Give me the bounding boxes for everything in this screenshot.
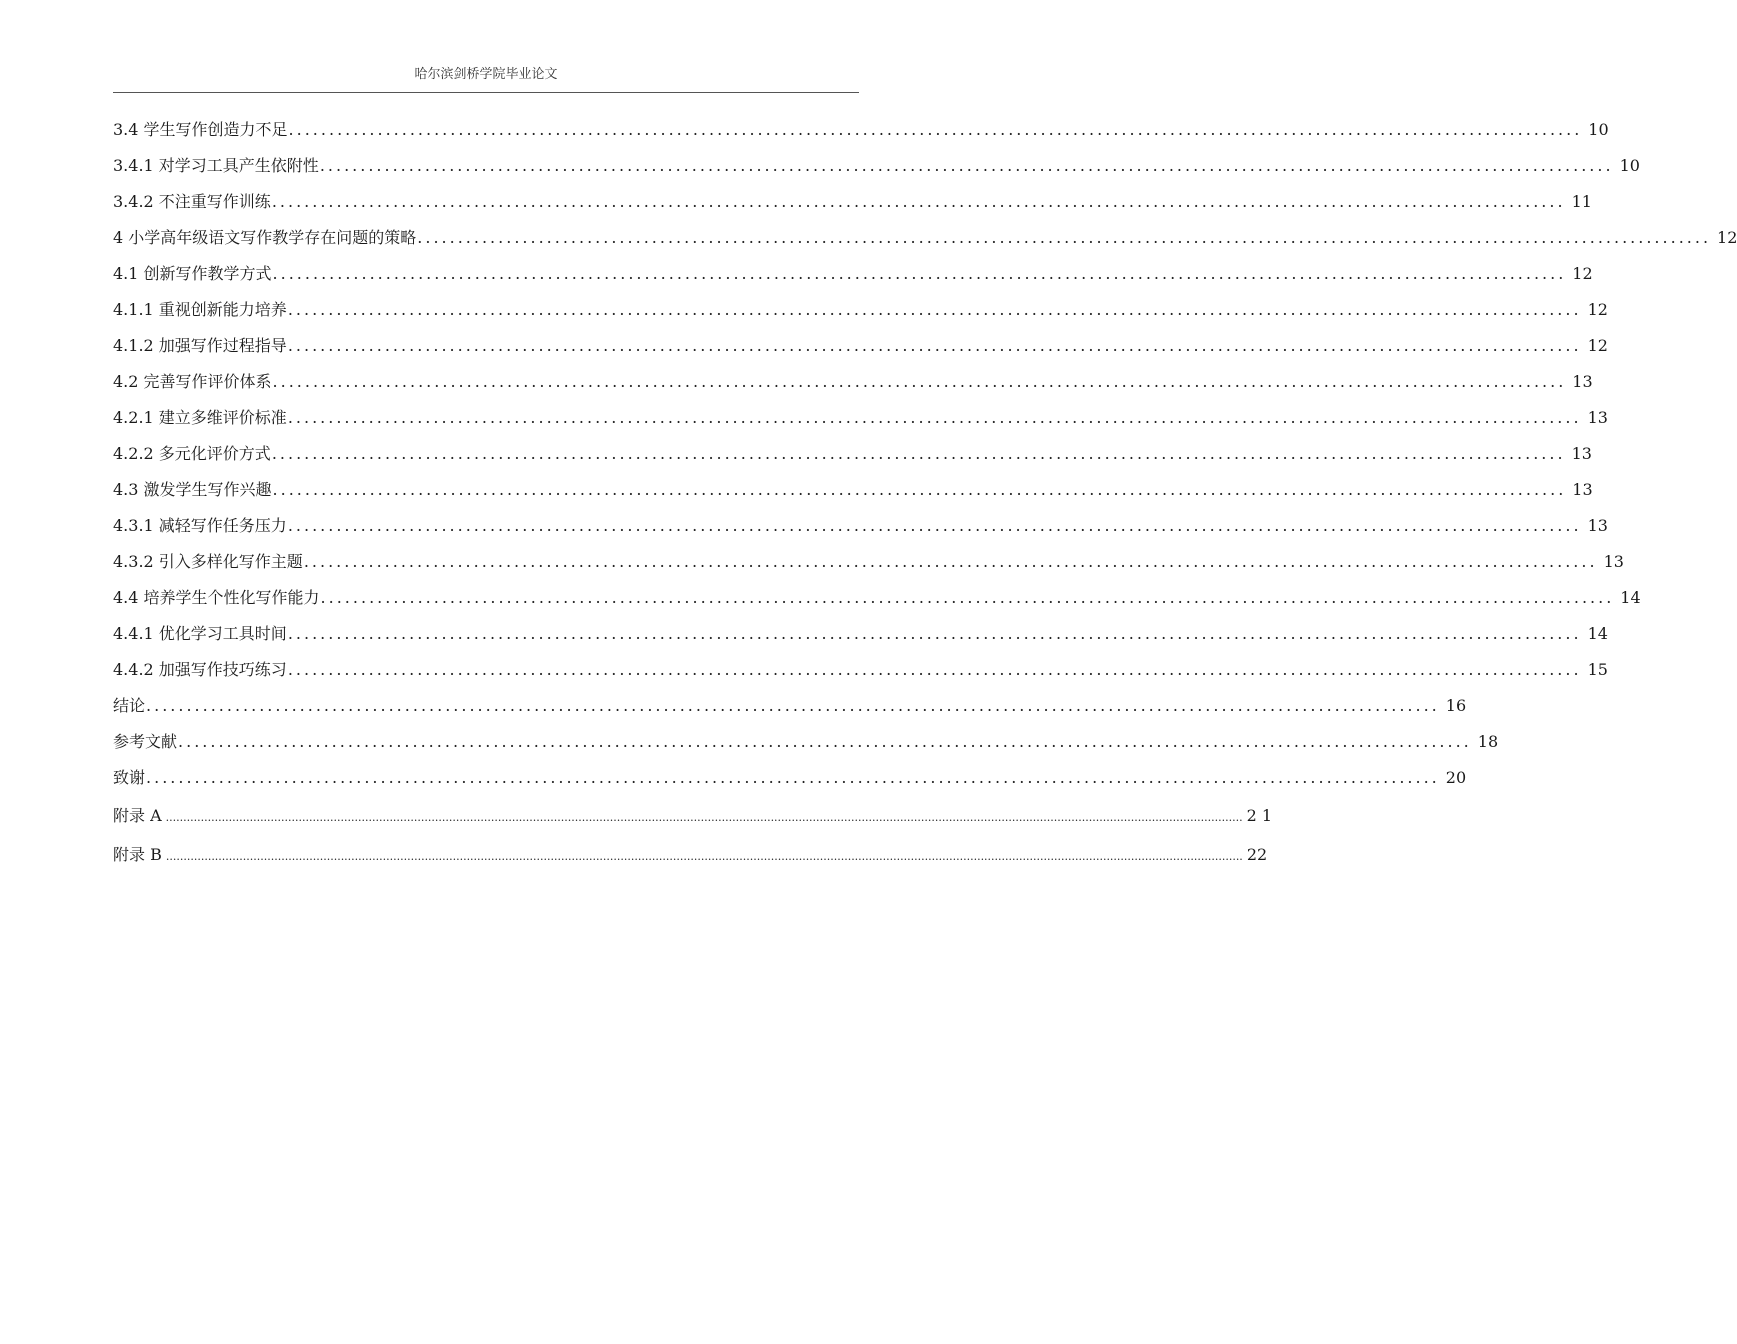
toc-leader-dots: ................................................................................................................................................................ xyxy=(287,516,1582,535)
toc-entry-page: 18 xyxy=(1477,732,1499,751)
toc-entry-page: 14 xyxy=(1620,588,1641,607)
toc-entry-label: 附录 A xyxy=(113,806,162,825)
toc-entry-label: 3.4 学生写作创造力不足 xyxy=(113,120,288,139)
toc-entry-page: 13 xyxy=(1571,444,1592,463)
toc-entry-label: 致谢 xyxy=(113,768,146,787)
toc-entry-label: 4.1 创新写作教学方式 xyxy=(113,264,272,283)
toc-leader-dots: ................................................................................................................................................................ xyxy=(319,156,1614,175)
toc-entry[interactable] xyxy=(113,364,1593,400)
toc-entry[interactable] xyxy=(113,292,1608,328)
toc-leader-dots: ................................................................................................................................................................ xyxy=(287,336,1582,355)
toc-leader-dots: ................................................................................................................................................................ xyxy=(287,408,1582,427)
toc-entry-label: 3.4.2 不注重写作训练 xyxy=(113,192,271,211)
toc-entry[interactable] xyxy=(113,688,1467,724)
toc-entry[interactable] xyxy=(113,652,1608,688)
toc-entry-page: 13 xyxy=(1587,516,1608,535)
table-of-contents xyxy=(113,112,1737,874)
toc-entry[interactable] xyxy=(113,724,1499,760)
toc-entry[interactable] xyxy=(113,184,1592,220)
header-title: 哈尔滨剑桥学院毕业论文 xyxy=(414,67,558,82)
toc-entry[interactable] xyxy=(113,472,1593,508)
toc-entry-page: 14 xyxy=(1587,624,1608,643)
toc-entry-label: 4.4.1 优化学习工具时间 xyxy=(113,624,287,643)
toc-entry[interactable] xyxy=(113,220,1737,256)
toc-entry-page: 11 xyxy=(1571,192,1592,211)
toc-leader-dots: ................................................................................................................................................................ xyxy=(287,300,1582,319)
toc-entry[interactable] xyxy=(113,616,1608,652)
toc-entry-page: 16 xyxy=(1445,696,1467,715)
toc-entry[interactable] xyxy=(113,544,1624,580)
toc-entry[interactable] xyxy=(113,835,1268,874)
toc-entry[interactable] xyxy=(113,796,1273,835)
toc-leader-dots: ................................................................................................................................................................ xyxy=(288,120,1583,139)
toc-leader-dots: .................................................................................................................................................................................................................................................................................................................... xyxy=(165,811,1243,824)
toc-entry[interactable] xyxy=(113,508,1608,544)
toc-entry[interactable] xyxy=(113,400,1608,436)
toc-entry-page: 12 xyxy=(1572,264,1593,283)
toc-leader-dots: ................................................................................................................................................................ xyxy=(178,732,1472,751)
toc-entry-label: 4.1.1 重视创新能力培养 xyxy=(113,300,287,319)
toc-entry-page: 10 xyxy=(1619,156,1640,175)
toc-leader-dots: ................................................................................................................................................................ xyxy=(417,228,1712,247)
toc-entry-label: 4.2.1 建立多维评价标准 xyxy=(113,408,287,427)
toc-leader-dots: ................................................................................................................................................................ xyxy=(146,768,1440,787)
toc-entry-page: 13 xyxy=(1572,480,1593,499)
toc-entry-page: 12 xyxy=(1587,336,1608,355)
toc-entry-label: 4 小学高年级语文写作教学存在问题的策略 xyxy=(113,228,417,247)
toc-entry[interactable] xyxy=(113,760,1467,796)
toc-leader-dots: ................................................................................................................................................................ xyxy=(272,264,1567,283)
toc-entry[interactable] xyxy=(113,256,1593,292)
toc-entry-label: 4.3.2 引入多样化写作主题 xyxy=(113,552,303,571)
toc-entry-page: 12 xyxy=(1717,228,1737,247)
toc-leader-dots: ................................................................................................................................................................ xyxy=(146,696,1440,715)
toc-leader-dots: ................................................................................................................................................................ xyxy=(272,372,1567,391)
toc-entry-label: 4.2.2 多元化评价方式 xyxy=(113,444,271,463)
toc-entry-page: 2 1 xyxy=(1246,806,1273,825)
toc-leader-dots: ................................................................................................................................................................ xyxy=(272,480,1567,499)
toc-entry-page: 13 xyxy=(1603,552,1624,571)
toc-entry-page: 12 xyxy=(1587,300,1608,319)
toc-entry-label: 4.2 完善写作评价体系 xyxy=(113,372,272,391)
toc-entry-label: 4.3 激发学生写作兴趣 xyxy=(113,480,272,499)
toc-entry-label: 结论 xyxy=(113,696,146,715)
toc-entry[interactable] xyxy=(113,148,1640,184)
toc-entry-page: 22 xyxy=(1246,845,1268,864)
toc-entry[interactable] xyxy=(113,580,1641,616)
toc-leader-dots: ................................................................................................................................................................ xyxy=(303,552,1598,571)
toc-entry-label: 4.4.2 加强写作技巧练习 xyxy=(113,660,287,679)
toc-entry-page: 13 xyxy=(1587,408,1608,427)
toc-leader-dots: .................................................................................................................................................................................................................................................................................................................... xyxy=(165,850,1243,863)
toc-leader-dots: ................................................................................................................................................................ xyxy=(287,660,1582,679)
toc-entry-label: 附录 B xyxy=(113,845,162,864)
toc-entry-label: 4.1.2 加强写作过程指导 xyxy=(113,336,287,355)
page-header xyxy=(113,64,859,93)
toc-entry-label: 3.4.1 对学习工具产生依附性 xyxy=(113,156,319,175)
toc-leader-dots: ................................................................................................................................................................ xyxy=(320,588,1615,607)
toc-leader-dots: ................................................................................................................................................................ xyxy=(287,624,1582,643)
toc-leader-dots: ................................................................................................................................................................ xyxy=(271,192,1566,211)
toc-entry[interactable] xyxy=(113,436,1592,472)
toc-entry[interactable] xyxy=(113,328,1608,364)
toc-entry-page: 13 xyxy=(1572,372,1593,391)
toc-entry-label: 参考文献 xyxy=(113,732,178,751)
toc-entry-label: 4.4 培养学生个性化写作能力 xyxy=(113,588,320,607)
toc-leader-dots: ................................................................................................................................................................ xyxy=(271,444,1566,463)
toc-entry[interactable] xyxy=(113,112,1609,148)
toc-entry-page: 15 xyxy=(1587,660,1608,679)
toc-entry-label: 4.3.1 减轻写作任务压力 xyxy=(113,516,287,535)
toc-entry-page: 20 xyxy=(1445,768,1467,787)
toc-entry-page: 10 xyxy=(1588,120,1609,139)
